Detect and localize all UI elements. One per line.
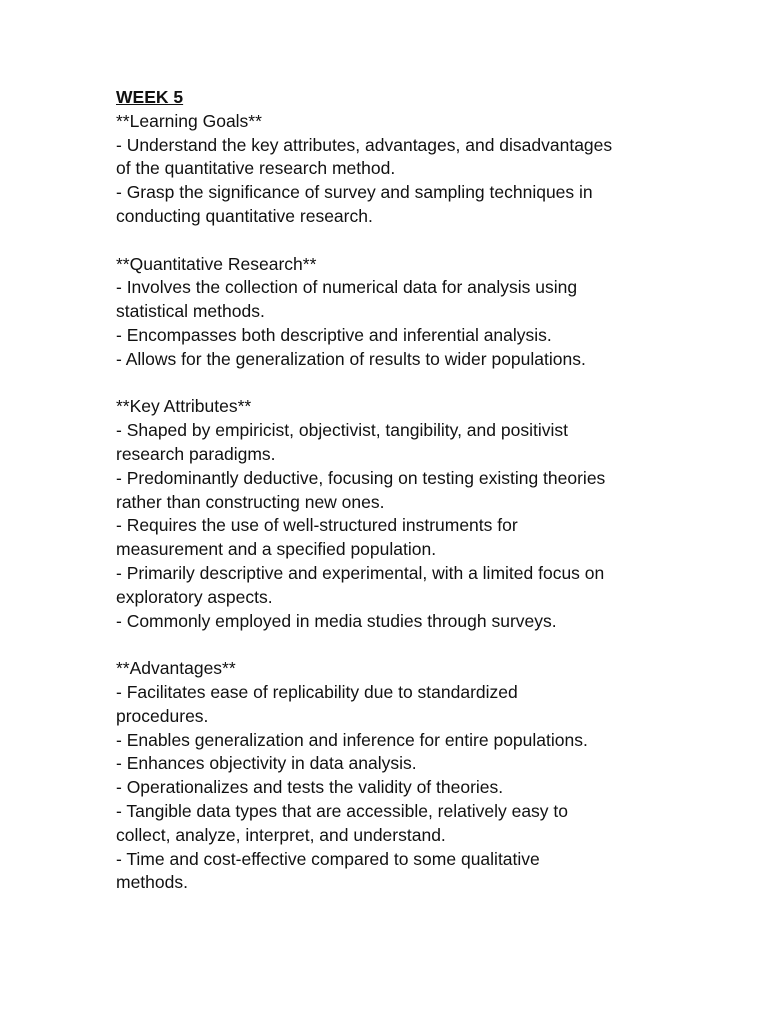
section-line: rather than constructing new ones. bbox=[116, 491, 385, 512]
section-line: - Facilitates ease of replicability due to standardized bbox=[116, 681, 518, 702]
section-line: - Enables generalization and inference for entire populations. bbox=[116, 729, 588, 750]
section-advantages bbox=[116, 657, 676, 895]
paragraph-gap bbox=[116, 229, 676, 253]
section-learning-goals bbox=[116, 110, 676, 229]
section-line: - Tangible data types that are accessible, relatively easy to bbox=[116, 800, 569, 821]
section-line: procedures. bbox=[116, 705, 209, 726]
section-line: of the quantitative research method. bbox=[116, 158, 396, 179]
document-heading: WEEK 5 bbox=[116, 87, 184, 107]
section-line: - Encompasses both descriptive and inferential analysis. bbox=[116, 324, 552, 345]
section-line: - Grasp the significance of survey and sampling techniques in bbox=[116, 182, 593, 203]
section-line: - Enhances objectivity in data analysis. bbox=[116, 753, 417, 774]
paragraph-gap bbox=[116, 633, 676, 657]
section-line: - Commonly employed in media studies through surveys. bbox=[116, 610, 557, 631]
section-quantitative-research bbox=[116, 253, 676, 372]
section-line: methods. bbox=[116, 872, 188, 893]
section-title: **Quantitative Research** bbox=[116, 253, 317, 274]
section-line: - Primarily descriptive and experimental, with a limited focus on bbox=[116, 562, 605, 583]
section-line: conducting quantitative research. bbox=[116, 205, 373, 226]
section-line: - Time and cost-effective compared to some qualitative bbox=[116, 848, 540, 869]
section-line: - Shaped by empiricist, objectivist, tangibility, and positivist bbox=[116, 420, 568, 441]
section-line: statistical methods. bbox=[116, 301, 265, 322]
document-page bbox=[116, 86, 676, 895]
section-line: - Requires the use of well-structured instruments for bbox=[116, 515, 518, 536]
section-line: - Allows for the generalization of results to wider populations. bbox=[116, 348, 586, 369]
section-line: - Involves the collection of numerical data for analysis using bbox=[116, 277, 578, 298]
section-title: **Advantages** bbox=[116, 658, 236, 679]
section-line: research paradigms. bbox=[116, 443, 276, 464]
section-title: **Learning Goals** bbox=[116, 110, 262, 131]
section-line: - Operationalizes and tests the validity of theories. bbox=[116, 777, 504, 798]
section-line: - Understand the key attributes, advantages, and disadvantages bbox=[116, 134, 613, 155]
section-line: - Predominantly deductive, focusing on testing existing theories bbox=[116, 467, 606, 488]
section-line: collect, analyze, interpret, and understand. bbox=[116, 824, 446, 845]
section-line: exploratory aspects. bbox=[116, 586, 273, 607]
section-key-attributes bbox=[116, 395, 676, 633]
paragraph-gap bbox=[116, 372, 676, 396]
section-title: **Key Attributes** bbox=[116, 396, 252, 417]
section-line: measurement and a specified population. bbox=[116, 539, 437, 560]
